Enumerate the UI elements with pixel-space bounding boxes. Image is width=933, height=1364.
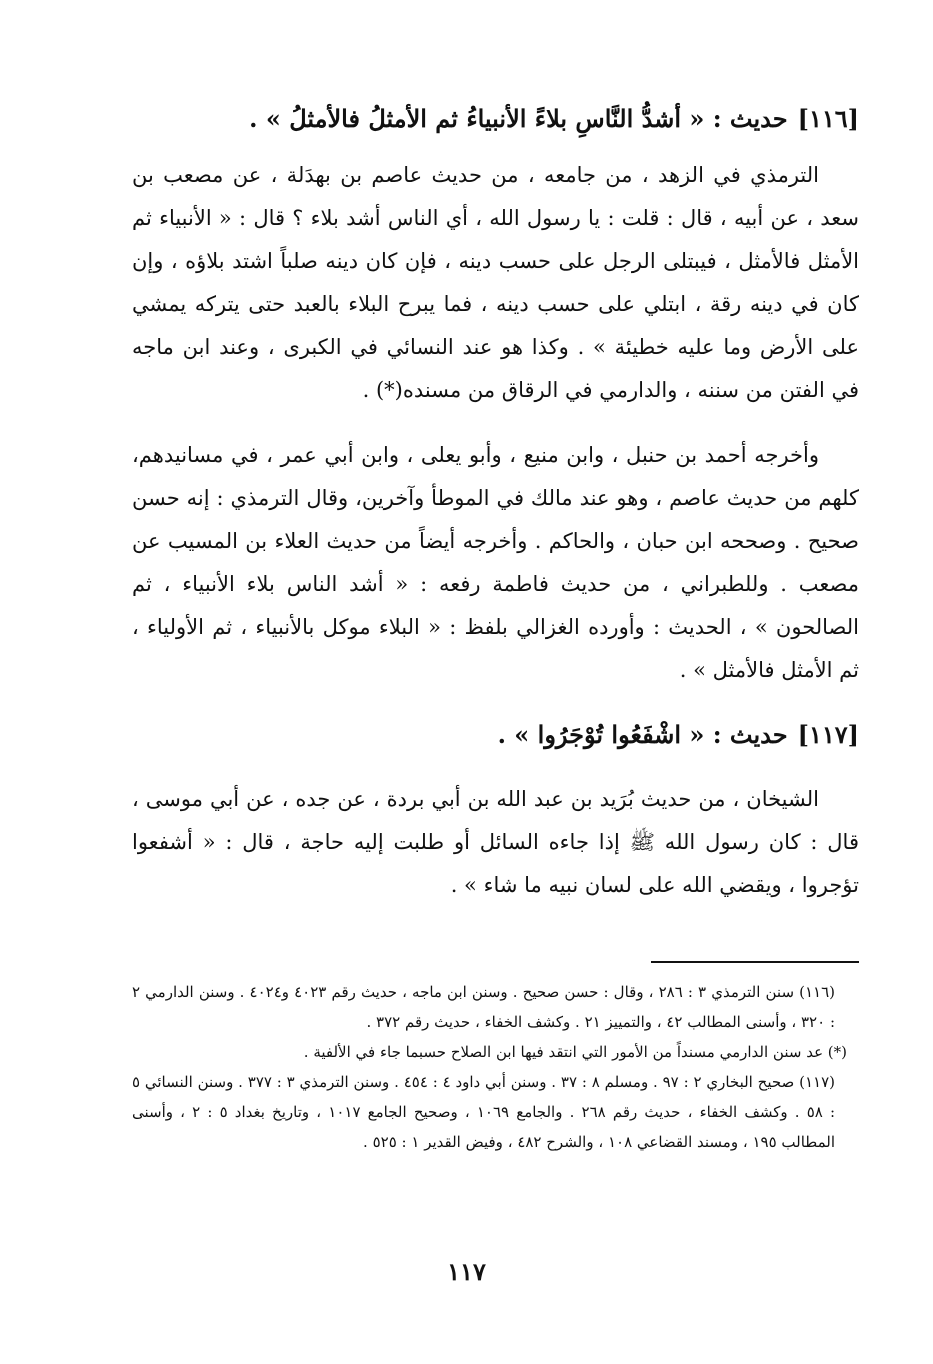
hadith-117-number: [١١٧] — [797, 720, 859, 749]
hadith-116-heading — [132, 102, 859, 136]
hadith-117-paragraph: الشيخان ، من حديث بُرَيد بن عبد الله بن أبي بردة ، عن جده ، عن أبي موسى ، قال : كان رسول الله ﷺ إذا جاءه السائل أو طلبت إليه حاجة ، قال : « أشفعوا تؤجروا ، ويقضي الله على لسان نبيه ما شاء » . — [132, 787, 859, 897]
footnote-116: (١١٦) سنن الترمذي ٣ : ٢٨٦ ، وقال : حسن صحيح . وسنن ابن ماجه ، حديث رقم ٤٠٢٣ و٤٠٢٤ . وسنن الدارمي ٢ : ٣٢٠ ، وأسنى المطالب ٤٢ ، والتمييز ٢١ . وكشف الخفاء ، حديث رقم ٣٧٢ . — [132, 983, 835, 1031]
hadith-116-paragraph-2: وأخرجه أحمد بن حنبل ، وابن منيع ، وأبو يعلى ، وابن أبي عمر ، في مسانيدهم، كلهم من حديث عاصم ، وهو عند مالك في الموطأ وآخرين، وقال الترمذي : إنه حسن صحيح . وصححه ابن حبان ، والحاكم . وأخرجه أيضاً من حديث العلاء بن المسيب عن مصعب . وللطبراني ، من حديث فاطمة رفعه : « أشد الناس بلاء الأنبياء ، ثم الصالحون » ، الحديث : وأورده الغزالي بلفظ : « البلاء موكل بالأنبياء ، ثم الأولياء ، ثم الأمثل فالأمثل » . — [132, 443, 859, 682]
footnote-117: (١١٧) صحيح البخاري ٢ : ٩٧ . ومسلم ٨ : ٣٧ . وسنن أبي داود ٤ : ٤٥٤ . وسنن الترمذي ٣ : ٣٧٧ . وسنن النسائي ٥ : ٥٨ . وكشف الخفاء ، حديث رقم ٢٦٨ . والجامع ١٠٦٩ ، وصحيح الجامع ١٠١٧ ، وتاريخ بغداد ٥ : ٢ ، وأسنى المطالب ١٩٥ ، ومسند القضاعي ١٠٨ ، والشرح ٤٨٢ ، وفيض القدير ١ : ٥٢٥ . — [132, 1073, 836, 1151]
hadith-116-title: حديث : « أشدُّ النَّاسِ بلاءً الأنبياءُ ثم الأمثلُ فالأمثلُ » . — [249, 104, 788, 133]
hadith-117-heading — [132, 718, 859, 752]
hadith-117-title: حديث : « اشْفَعُوا تُوْجَرُوا » . — [497, 720, 788, 749]
hadith-116-paragraph-1: الترمذي في الزهد ، من جامعه ، من حديث عاصم بن بهدَلة ، عن مصعب بن سعد ، عن أبيه ، قال : قلت : يا رسول الله ، أي الناس أشد بلاء ؟ قال : « الأنبياء ثم الأمثل فالأمثل ، فيبتلى الرجل على حسب دينه ، فإن كان دينه صلباً اشتد بلاؤه ، وإن كان في دينه رقة ، ابتلي على حسب دينه ، فما يبرح البلاء بالعبد حتى يتركه يمشي على الأرض وما عليه خطيئة » . وكذا هو عند النسائي في الكبرى ، وعند ابن ماجه في الفتن من سننه ، والدارمي في الرقاق من مسنده(*) . — [132, 163, 859, 402]
footnote-star: (*) عد سنن الدارمي مسنداً من الأمور التي انتقد فيها ابن الصلاح حسبما جاء في الألفية . — [303, 1043, 847, 1061]
footnote-separator — [651, 961, 859, 963]
hadith-116-number: [١١٦] — [797, 104, 859, 133]
page-number: ١١٧ — [447, 1257, 486, 1286]
